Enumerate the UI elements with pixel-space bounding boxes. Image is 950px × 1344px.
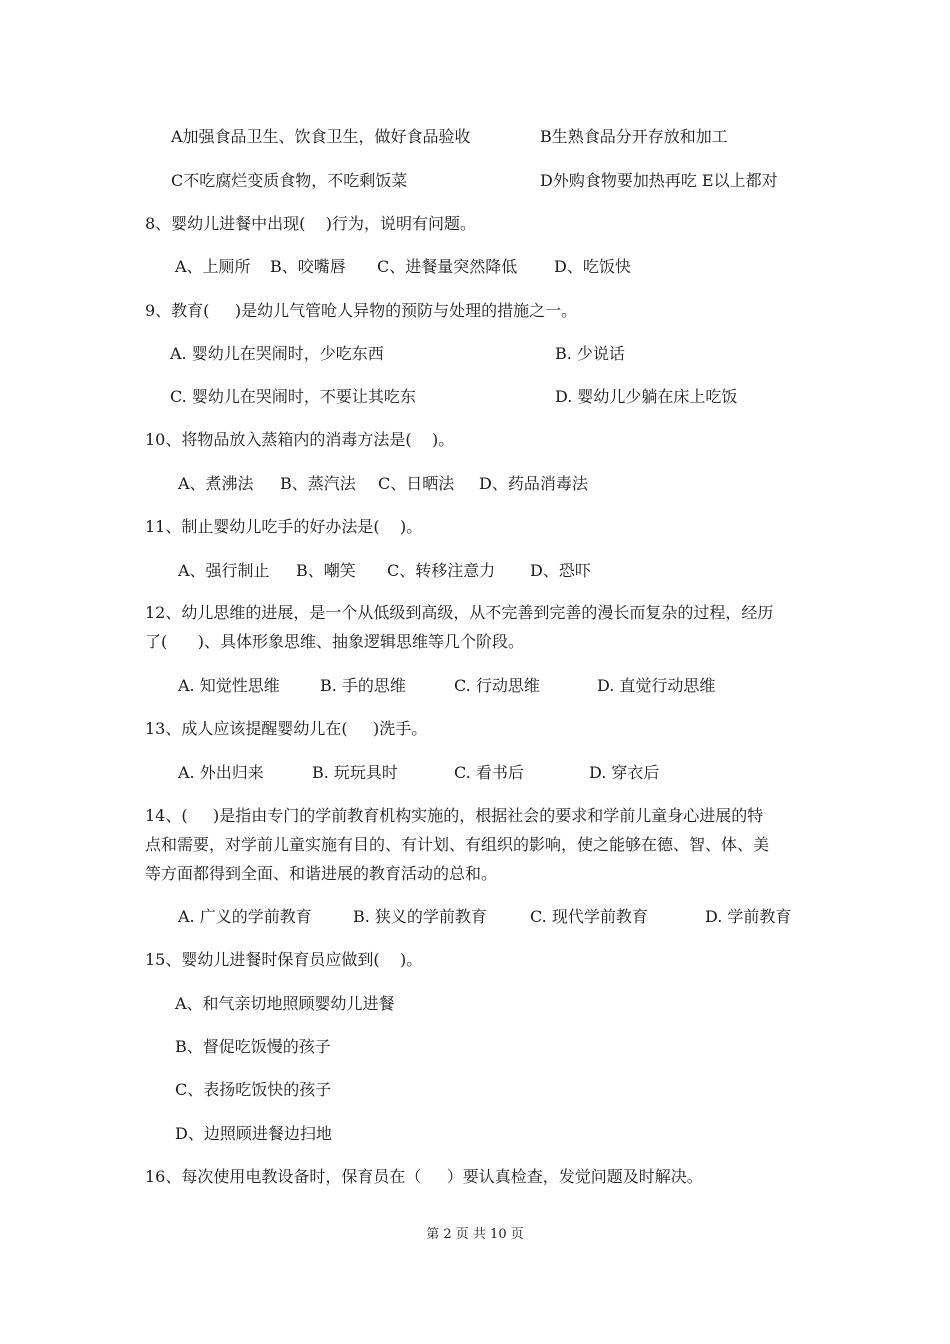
q13-option-a: A. 外出归来 xyxy=(178,763,264,782)
q11-stem: 11、制止婴幼儿吃手的好办法是( )。 xyxy=(145,517,423,536)
q9-option-c: C. 婴幼儿在哭闹时，不要让其吃东 xyxy=(170,387,416,406)
q14-stem-line3: 等方面都得到全面、和谐进展的教育活动的总和。 xyxy=(145,864,498,883)
q15-option-c: C、表扬吃饭快的孩子 xyxy=(175,1080,332,1099)
q14-stem-line2: 点和需要，对学前儿童实施有目的、有计划、有组织的影响，使之能够在德、智、体、美 xyxy=(145,835,770,854)
q16-stem: 16、每次使用电教设备时，保育员在（ ）要认真检查，发觉问题及时解决。 xyxy=(145,1167,703,1186)
q13-option-c: C. 看书后 xyxy=(454,763,524,782)
q8-option-c: C、进餐量突然降低 xyxy=(377,257,518,276)
q14-option-c: C. 现代学前教育 xyxy=(530,907,648,926)
q8-option-a: A、上厕所 xyxy=(175,257,251,276)
q12-stem-line2: 了( )、具体形象思维、抽象逻辑思维等几个阶段。 xyxy=(145,632,525,651)
q8-option-b: B、咬嘴唇 xyxy=(270,257,346,276)
q8-stem: 8、婴幼儿进餐中出现( )行为，说明有问题。 xyxy=(145,214,477,233)
q8-option-d: D、吃饭快 xyxy=(554,257,631,276)
q12-stem-line1: 12、幼儿思维的进展，是一个从低级到高级，从不完善到完善的漫长而复杂的过程，经历 xyxy=(145,603,774,622)
q15-stem: 15、婴幼儿进餐时保育员应做到( )。 xyxy=(145,950,423,969)
q12-option-b: B. 手的思维 xyxy=(320,676,406,695)
q7-option-c: C不吃腐烂变质食物，不吃剩饭菜 xyxy=(171,171,408,190)
q14-option-d: D. 学前教育 xyxy=(705,907,792,926)
q9-option-b: B. 少说话 xyxy=(555,344,625,363)
q10-stem: 10、将物品放入蒸箱内的消毒方法是( )。 xyxy=(145,430,455,449)
q10-option-d: D、药品消毒法 xyxy=(479,474,588,493)
q14-option-b: B. 狭义的学前教育 xyxy=(353,907,487,926)
q11-option-d: D、恐吓 xyxy=(530,561,591,580)
q7-option-d: D外购食物要加热再吃 E以上都对 xyxy=(540,171,778,190)
q11-option-c: C、转移注意力 xyxy=(387,561,496,580)
page-number-footer: 第 2 页 共 10 页 xyxy=(426,1227,524,1242)
q12-option-d: D. 直觉行动思维 xyxy=(597,676,716,695)
q10-option-a: A、煮沸法 xyxy=(178,474,254,493)
q15-option-d: D、边照顾进餐边扫地 xyxy=(175,1124,332,1143)
q15-option-a: A、和气亲切地照顾婴幼儿进餐 xyxy=(175,994,395,1013)
q14-stem-line1: 14、( )是指由专门的学前教育机构实施的，根据社会的要求和学前儿童身心进展的特 xyxy=(145,806,764,825)
q7-option-b: B生熟食品分开存放和加工 xyxy=(540,127,728,146)
q12-option-c: C. 行动思维 xyxy=(454,676,540,695)
q9-option-d: D. 婴幼儿少躺在床上吃饭 xyxy=(555,387,738,406)
q14-option-a: A. 广义的学前教育 xyxy=(178,907,312,926)
q10-option-c: C、日晒法 xyxy=(378,474,455,493)
q13-option-b: B. 玩玩具时 xyxy=(312,763,398,782)
q10-option-b: B、蒸汽法 xyxy=(280,474,356,493)
q9-stem: 9、教育( )是幼儿气管呛人异物的预防与处理的措施之一。 xyxy=(145,301,578,320)
q7-option-a: A加强食品卫生、饮食卫生，做好食品验收 xyxy=(171,127,471,146)
q11-option-a: A、强行制止 xyxy=(178,561,270,580)
q9-option-a: A. 婴幼儿在哭闹时，少吃东西 xyxy=(170,344,384,363)
q12-option-a: A. 知觉性思维 xyxy=(178,676,280,695)
q15-option-b: B、督促吃饭慢的孩子 xyxy=(175,1037,331,1056)
q13-option-d: D. 穿衣后 xyxy=(589,763,660,782)
q13-stem: 13、成人应该提醒婴幼儿在( )洗手。 xyxy=(145,719,428,738)
q11-option-b: B、嘲笑 xyxy=(296,561,356,580)
